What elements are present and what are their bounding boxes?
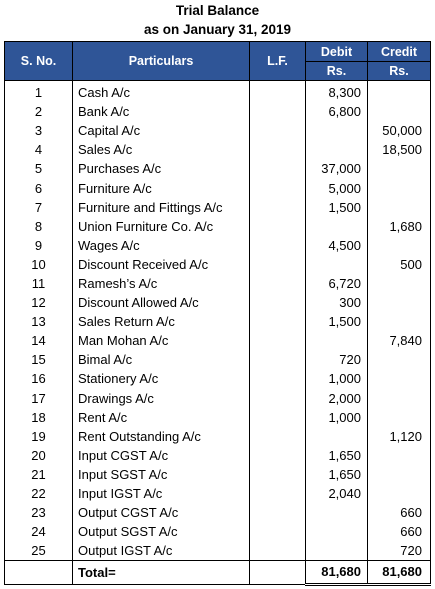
table-row <box>5 408 431 427</box>
header-debit: Debit <box>306 42 368 62</box>
row-debit <box>306 255 368 274</box>
row-sno: 25 <box>5 541 73 561</box>
row-lf <box>250 465 306 484</box>
row-particulars: Wages A/c <box>73 236 250 255</box>
row-debit: 8,300 <box>306 81 368 103</box>
table-row <box>5 484 431 503</box>
row-sno: 7 <box>5 198 73 217</box>
row-particulars: Capital A/c <box>73 121 250 140</box>
row-lf <box>250 408 306 427</box>
table-row <box>5 178 431 197</box>
row-particulars: Man Mohan A/c <box>73 331 250 350</box>
table-row <box>5 159 431 178</box>
header-credit-unit: Rs. <box>368 62 431 81</box>
table-row <box>5 236 431 255</box>
row-lf <box>250 236 306 255</box>
row-debit <box>306 522 368 541</box>
row-lf <box>250 255 306 274</box>
row-debit: 1,650 <box>306 465 368 484</box>
table-row <box>5 541 431 561</box>
row-sno: 16 <box>5 369 73 388</box>
row-lf <box>250 350 306 369</box>
row-sno: 2 <box>5 102 73 121</box>
row-particulars: Input IGST A/c <box>73 484 250 503</box>
row-credit: 50,000 <box>368 121 431 140</box>
row-sno: 6 <box>5 178 73 197</box>
row-sno: 11 <box>5 274 73 293</box>
row-debit: 1,500 <box>306 198 368 217</box>
row-particulars: Rent A/c <box>73 408 250 427</box>
table-row <box>5 369 431 388</box>
table-row <box>5 350 431 369</box>
row-credit <box>368 81 431 103</box>
row-particulars: Drawings A/c <box>73 389 250 408</box>
row-lf <box>250 331 306 350</box>
row-lf <box>250 312 306 331</box>
row-sno: 5 <box>5 159 73 178</box>
row-lf <box>250 102 306 121</box>
row-particulars: Discount Allowed A/c <box>73 293 250 312</box>
row-sno: 20 <box>5 446 73 465</box>
row-credit: 720 <box>368 541 431 561</box>
row-particulars: Input SGST A/c <box>73 465 250 484</box>
row-particulars: Purchases A/c <box>73 159 250 178</box>
row-particulars: Output CGST A/c <box>73 503 250 522</box>
row-lf <box>250 159 306 178</box>
row-lf <box>250 522 306 541</box>
row-debit: 1,000 <box>306 369 368 388</box>
total-sno-cell <box>5 561 73 585</box>
row-lf <box>250 446 306 465</box>
row-sno: 13 <box>5 312 73 331</box>
row-debit: 6,720 <box>306 274 368 293</box>
table-row <box>5 427 431 446</box>
row-lf <box>250 178 306 197</box>
row-credit <box>368 159 431 178</box>
row-credit <box>368 236 431 255</box>
row-credit <box>368 465 431 484</box>
row-lf <box>250 140 306 159</box>
row-debit <box>306 331 368 350</box>
row-credit <box>368 198 431 217</box>
page-title: Trial Balance <box>175 3 260 18</box>
row-debit: 37,000 <box>306 159 368 178</box>
row-credit <box>368 446 431 465</box>
row-particulars: Ramesh’s A/c <box>73 274 250 293</box>
row-sno: 12 <box>5 293 73 312</box>
total-row <box>5 561 431 585</box>
trial-balance-table <box>4 41 431 586</box>
table-row <box>5 121 431 140</box>
row-debit <box>306 121 368 140</box>
row-debit: 4,500 <box>306 236 368 255</box>
row-credit <box>368 350 431 369</box>
row-lf <box>250 484 306 503</box>
total-credit: 81,680 <box>368 561 431 585</box>
row-lf <box>250 198 306 217</box>
row-particulars: Sales A/c <box>73 140 250 159</box>
table-row <box>5 465 431 484</box>
row-credit <box>368 102 431 121</box>
row-credit <box>368 312 431 331</box>
table-row <box>5 217 431 236</box>
row-particulars: Rent Outstanding A/c <box>73 427 250 446</box>
row-sno: 1 <box>5 81 73 103</box>
row-debit: 1,650 <box>306 446 368 465</box>
table-row <box>5 198 431 217</box>
header-particulars: Particulars <box>73 42 250 81</box>
row-debit: 5,000 <box>306 178 368 197</box>
row-debit: 720 <box>306 350 368 369</box>
row-debit <box>306 427 368 446</box>
row-credit: 660 <box>368 522 431 541</box>
row-sno: 24 <box>5 522 73 541</box>
row-credit <box>368 178 431 197</box>
row-credit: 1,680 <box>368 217 431 236</box>
row-debit: 2,000 <box>306 389 368 408</box>
row-credit <box>368 484 431 503</box>
header-debit-unit: Rs. <box>306 62 368 81</box>
row-credit <box>368 408 431 427</box>
row-debit: 1,000 <box>306 408 368 427</box>
row-particulars: Discount Received A/c <box>73 255 250 274</box>
row-particulars: Bank A/c <box>73 102 250 121</box>
row-debit: 1,500 <box>306 312 368 331</box>
row-lf <box>250 274 306 293</box>
row-particulars: Sales Return A/c <box>73 312 250 331</box>
table-row <box>5 312 431 331</box>
row-lf <box>250 389 306 408</box>
row-credit: 660 <box>368 503 431 522</box>
table-body <box>5 81 431 561</box>
row-lf <box>250 503 306 522</box>
table-row <box>5 81 431 103</box>
row-sno: 3 <box>5 121 73 140</box>
row-debit <box>306 541 368 561</box>
row-credit: 7,840 <box>368 331 431 350</box>
row-credit: 18,500 <box>368 140 431 159</box>
row-lf <box>250 121 306 140</box>
header-sno: S. No. <box>5 42 73 81</box>
total-debit: 81,680 <box>306 561 368 585</box>
row-lf <box>250 81 306 103</box>
row-sno: 19 <box>5 427 73 446</box>
row-sno: 18 <box>5 408 73 427</box>
header-credit: Credit <box>368 42 431 62</box>
row-sno: 15 <box>5 350 73 369</box>
table-row <box>5 274 431 293</box>
row-sno: 17 <box>5 389 73 408</box>
header-lf: L.F. <box>250 42 306 81</box>
table-row <box>5 102 431 121</box>
table-row <box>5 293 431 312</box>
row-debit: 6,800 <box>306 102 368 121</box>
row-lf <box>250 217 306 236</box>
row-particulars: Furniture A/c <box>73 178 250 197</box>
row-credit <box>368 274 431 293</box>
table-row <box>5 446 431 465</box>
row-sno: 10 <box>5 255 73 274</box>
table-row <box>5 331 431 350</box>
table-row <box>5 389 431 408</box>
row-lf <box>250 427 306 446</box>
row-sno: 21 <box>5 465 73 484</box>
row-particulars: Cash A/c <box>73 81 250 103</box>
table-row <box>5 522 431 541</box>
row-lf <box>250 369 306 388</box>
row-credit <box>368 369 431 388</box>
row-particulars: Input CGST A/c <box>73 446 250 465</box>
row-debit: 300 <box>306 293 368 312</box>
row-credit: 1,120 <box>368 427 431 446</box>
row-particulars: Output SGST A/c <box>73 522 250 541</box>
row-debit <box>306 140 368 159</box>
row-particulars: Union Furniture Co. A/c <box>73 217 250 236</box>
table-row <box>5 140 431 159</box>
total-label: Total= <box>73 561 250 585</box>
row-sno: 9 <box>5 236 73 255</box>
row-sno: 14 <box>5 331 73 350</box>
table-row <box>5 255 431 274</box>
row-credit <box>368 389 431 408</box>
row-credit <box>368 293 431 312</box>
row-debit <box>306 217 368 236</box>
row-particulars: Output IGST A/c <box>73 541 250 561</box>
row-sno: 23 <box>5 503 73 522</box>
row-particulars: Stationery A/c <box>73 369 250 388</box>
row-particulars: Bimal A/c <box>73 350 250 369</box>
row-debit <box>306 503 368 522</box>
row-sno: 8 <box>5 217 73 236</box>
row-sno: 4 <box>5 140 73 159</box>
page-subtitle: as on January 31, 2019 <box>143 22 292 37</box>
row-sno: 22 <box>5 484 73 503</box>
total-lf-cell <box>250 561 306 585</box>
row-particulars: Furniture and Fittings A/c <box>73 198 250 217</box>
row-lf <box>250 541 306 561</box>
table-row <box>5 503 431 522</box>
row-lf <box>250 293 306 312</box>
row-debit: 2,040 <box>306 484 368 503</box>
row-credit: 500 <box>368 255 431 274</box>
